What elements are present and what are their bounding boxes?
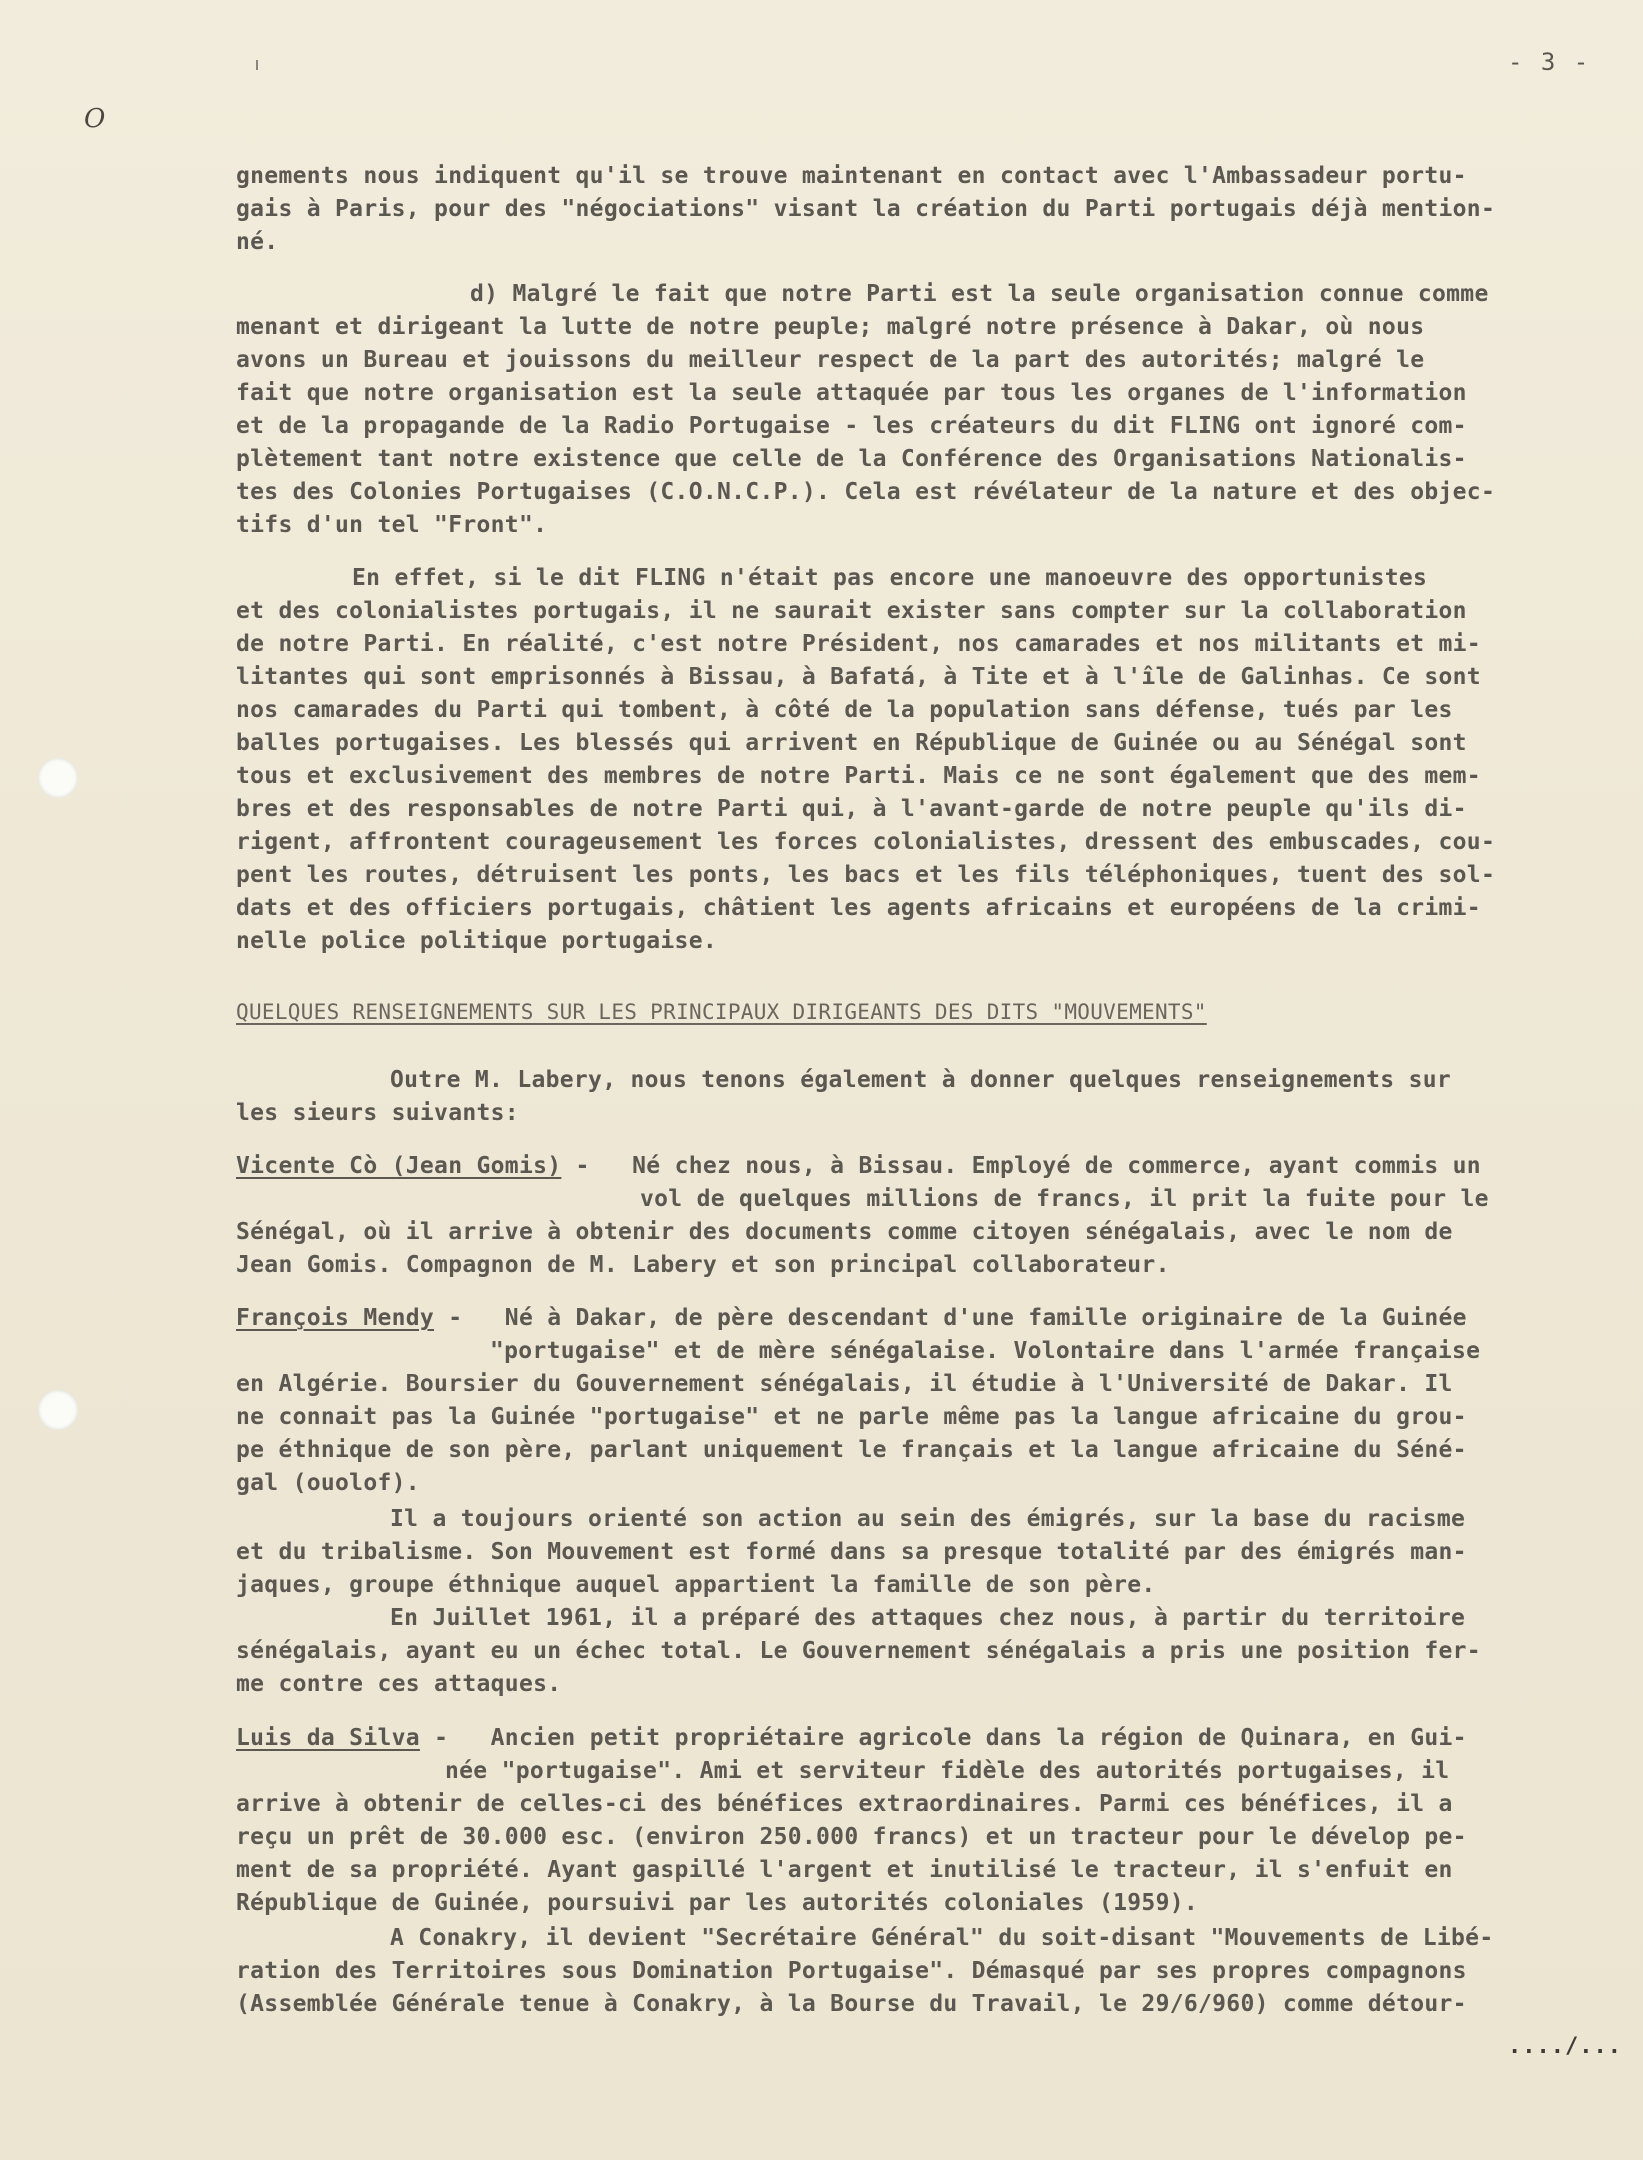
- page-number: - 3 -: [1508, 48, 1591, 76]
- text-line: et du tribalisme. Son Mouvement est formé dans sa presque totalité par des émigrés man-: [236, 1539, 1467, 1565]
- text-line: pe éthnique de son père, parlant uniquement le français et la langue africaine du Séné-: [236, 1437, 1467, 1463]
- text-line: balles portugaises. Les blessés qui arrivent en République de Guinée ou au Sénégal sont: [236, 730, 1467, 756]
- text-line: ne connait pas la Guinée "portugaise" et ne parle même pas la langue africaine du grou-: [236, 1404, 1467, 1430]
- text-line: - Ancien petit propriétaire agricole dans la région de Quinara, en Gui-: [419, 1725, 1467, 1751]
- text-line: les sieurs suivants:: [236, 1100, 519, 1126]
- text-line: arrive à obtenir de celles-ci des bénéfices extraordinaires. Parmi ces bénéfices, il a: [236, 1791, 1453, 1817]
- text-line: gnements nous indiquent qu'il se trouve maintenant en contact avec l'Ambassadeur portu-: [236, 163, 1467, 189]
- text-line: tous et exclusivement des membres de notre Parti. Mais ce ne sont également que des mem-: [236, 763, 1481, 789]
- text-line: et des colonialistes portugais, il ne saurait exister sans compter sur la collaboration: [236, 598, 1467, 624]
- text-line: rigent, affrontent courageusement les forces colonialistes, dressent des embuscades, cou-: [236, 829, 1496, 855]
- text-line: avons un Bureau et jouissons du meilleur respect de la part des autorités; malgré le: [236, 347, 1425, 373]
- text-line: jaques, groupe éthnique auquel appartient la famille de son père.: [236, 1572, 1156, 1598]
- text-line: me contre ces attaques.: [236, 1671, 562, 1697]
- text-line: née "portugaise". Ami et serviteur fidèle des autorités portugaises, il: [445, 1758, 1450, 1784]
- corner-handwritten-mark: O: [84, 104, 106, 134]
- text-line: ment de sa propriété. Ayant gaspillé l'argent et inutilisé le tracteur, il s'enfuit en: [236, 1857, 1453, 1883]
- text-line: Outre M. Labery, nous tenons également à donner quelques renseignements sur: [390, 1067, 1452, 1093]
- text-line: vol de quelques millions de francs, il prit la fuite pour le: [640, 1186, 1489, 1212]
- text-line: Jean Gomis. Compagnon de M. Labery et son principal collaborateur.: [236, 1252, 1170, 1278]
- margin-tick: [256, 60, 258, 70]
- text-line: "portugaise" et de mère sénégalaise. Volontaire dans l'armée française: [490, 1338, 1481, 1364]
- text-line: nelle police politique portugaise.: [236, 928, 718, 954]
- text-line: A Conakry, il devient "Secrétaire Général" du soit-disant "Mouvements de Libé-: [390, 1925, 1494, 1951]
- text-line: en Algérie. Boursier du Gouvernement sénégalais, il étudie à l'Université de Dakar. Il: [236, 1371, 1453, 1397]
- text-line: pent les routes, détruisent les ponts, les bacs et les fils téléphoniques, tuent des sol-: [236, 862, 1496, 888]
- person-entry-luis: [236, 1722, 1467, 1755]
- punch-hole-bottom: [38, 1390, 78, 1430]
- text-line: de notre Parti. En réalité, c'est notre Président, nos camarades et nos militants et mi-: [236, 631, 1481, 657]
- text-line: gais à Paris, pour des "négociations" visant la création du Parti portugais déjà mention-: [236, 196, 1496, 222]
- text-line: - Né à Dakar, de père descendant d'une famille originaire de la Guinée: [434, 1305, 1467, 1331]
- text-line: et de la propagande de la Radio Portugaise - les créateurs du dit FLING ont ignoré com-: [236, 413, 1467, 439]
- text-line: bres et des responsables de notre Parti qui, à l'avant-garde de notre peuple qu'ils di-: [236, 796, 1467, 822]
- text-line: né.: [236, 229, 279, 255]
- text-line: En effet, si le dit FLING n'était pas encore une manoeuvre des opportunistes: [352, 565, 1428, 591]
- text-line: d) Malgré le fait que notre Parti est la seule organisation connue comme: [470, 281, 1489, 307]
- person-name: Vicente Cò (Jean Gomis): [236, 1153, 562, 1179]
- person-entry-vicente: [236, 1150, 1481, 1183]
- person-entry-francois: [236, 1302, 1467, 1335]
- text-line: gal (ouolof).: [236, 1470, 420, 1496]
- continuation-mark: ..../...: [1508, 2034, 1622, 2059]
- text-line: - Né chez nous, à Bissau. Employé de commerce, ayant commis un: [561, 1153, 1481, 1179]
- text-line: République de Guinée, poursuivi par les autorités coloniales (1959).: [236, 1890, 1199, 1916]
- text-line: ration des Territoires sous Domination Portugaise". Démasqué par ses propres compagnons: [236, 1958, 1467, 1984]
- text-line: tes des Colonies Portugaises (C.O.N.C.P.). Cela est révélateur de la nature et des objec-: [236, 479, 1496, 505]
- text-line: dats et des officiers portugais, châtient les agents africains et européens de la crimi-: [236, 895, 1481, 921]
- text-line: Il a toujours orienté son action au sein des émigrés, sur la base du racisme: [390, 1506, 1466, 1532]
- text-line: plètement tant notre existence que celle de la Conférence des Organisations Nationalis-: [236, 446, 1467, 472]
- text-line: En Juillet 1961, il a préparé des attaques chez nous, à partir du territoire: [390, 1605, 1466, 1631]
- text-line: sénégalais, ayant eu un échec total. Le Gouvernement sénégalais a pris une position fer-: [236, 1638, 1481, 1664]
- text-line: fait que notre organisation est la seule attaquée par tous les organes de l'information: [236, 380, 1467, 406]
- text-line: litantes qui sont emprisonnés à Bissau, à Bafatá, à Tite et à l'île de Galinhas. Ce sont: [236, 664, 1481, 690]
- text-line: (Assemblée Générale tenue à Conakry, à la Bourse du Travail, le 29/6/960) comme détour-: [236, 1991, 1467, 2017]
- text-line: reçu un prêt de 30.000 esc. (environ 250.000 francs) et un tracteur pour le dévelop pe-: [236, 1824, 1467, 1850]
- text-line: tifs d'un tel "Front".: [236, 512, 548, 538]
- text-line: nos camarades du Parti qui tombent, à côté de la population sans défense, tués par les: [236, 697, 1453, 723]
- section-heading: QUELQUES RENSEIGNEMENTS SUR LES PRINCIPAUX DIRIGEANTS DES DITS "MOUVEMENTS": [236, 1000, 1207, 1024]
- text-line: menant et dirigeant la lutte de notre peuple; malgré notre présence à Dakar, où nous: [236, 314, 1425, 340]
- person-name: Luis da Silva: [236, 1725, 420, 1751]
- text-line: Sénégal, où il arrive à obtenir des documents comme citoyen sénégalais, avec le nom de: [236, 1219, 1453, 1245]
- punch-hole-top: [38, 758, 78, 798]
- person-name: François Mendy: [236, 1305, 435, 1331]
